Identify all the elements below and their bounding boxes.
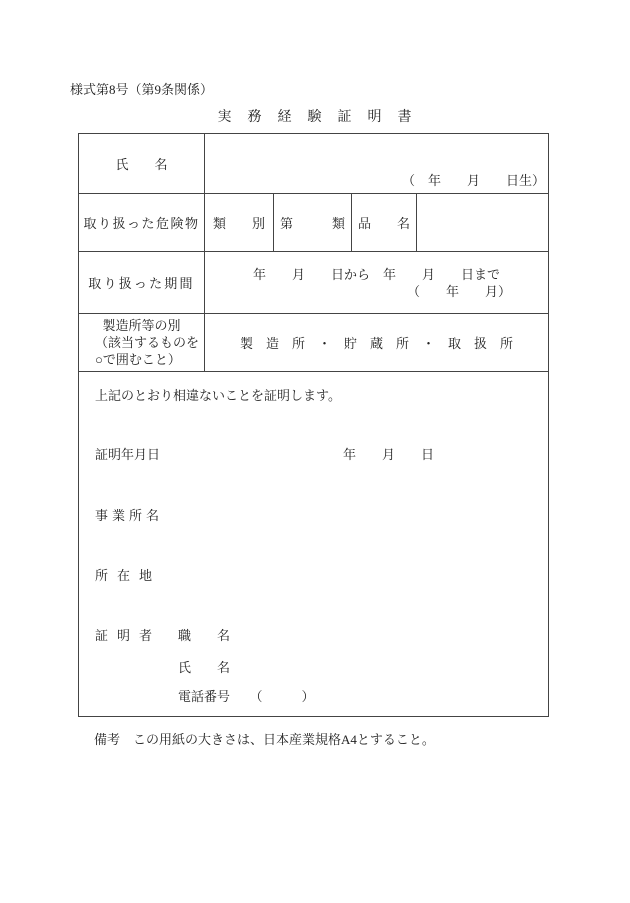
form-number: 様式第8号（第9条関係）	[70, 82, 214, 97]
birth-date-note: （ 年 月 日生）	[401, 173, 545, 188]
facility-label-line1: 製造所等の別	[102, 318, 181, 333]
facility-options: 製 造 所 ・ 貯 蔵 所 ・ 取 扱 所	[239, 336, 513, 351]
facility-row	[79, 314, 548, 372]
facility-label-line3: ○で囲むこと）	[95, 352, 181, 367]
hazmat-item-header: 品 名	[352, 194, 417, 251]
facility-label	[79, 314, 205, 371]
address-label: 所在地	[95, 568, 162, 583]
hazmat-item-value-cell	[417, 194, 548, 251]
experience-certificate-table	[78, 133, 549, 717]
hazmat-label: 取り扱った危険物	[79, 194, 205, 251]
period-duration-line: （ 年 月）	[407, 283, 512, 299]
certifier-label: 証明者	[95, 628, 162, 643]
facility-label-line2: （該当するものを	[95, 335, 200, 350]
document-title: 実 務 経 験 証 明 書	[217, 110, 413, 125]
hazmat-class-value: 第 類	[274, 194, 352, 251]
name-row	[79, 134, 548, 194]
period-dates-line: 年 月 日から 年 月 日まで	[252, 266, 500, 282]
hazmat-row	[79, 194, 548, 252]
name-label: 氏 名	[79, 134, 205, 193]
name-value-cell	[205, 134, 548, 193]
certify-date-value: 年 月 日	[343, 447, 435, 462]
certify-statement: 上記のとおり相違ないことを証明します。	[95, 388, 341, 403]
business-office-label: 事業所名	[95, 508, 164, 523]
period-row	[79, 252, 548, 314]
period-value-cell	[205, 252, 548, 313]
certifier-phone-label: 電話番号 （ ）	[178, 689, 315, 704]
certify-section	[79, 372, 548, 716]
hazmat-class-header: 類 別	[205, 194, 274, 251]
certify-date-label: 証明年月日	[95, 447, 161, 462]
certifier-job-title-label: 職 名	[178, 628, 231, 643]
certifier-name-label: 氏 名	[178, 660, 231, 675]
paper-size-remark: 備考 この用紙の大きさは、日本産業規格A4とすること。	[94, 732, 435, 747]
period-label: 取り扱った期間	[79, 252, 205, 313]
